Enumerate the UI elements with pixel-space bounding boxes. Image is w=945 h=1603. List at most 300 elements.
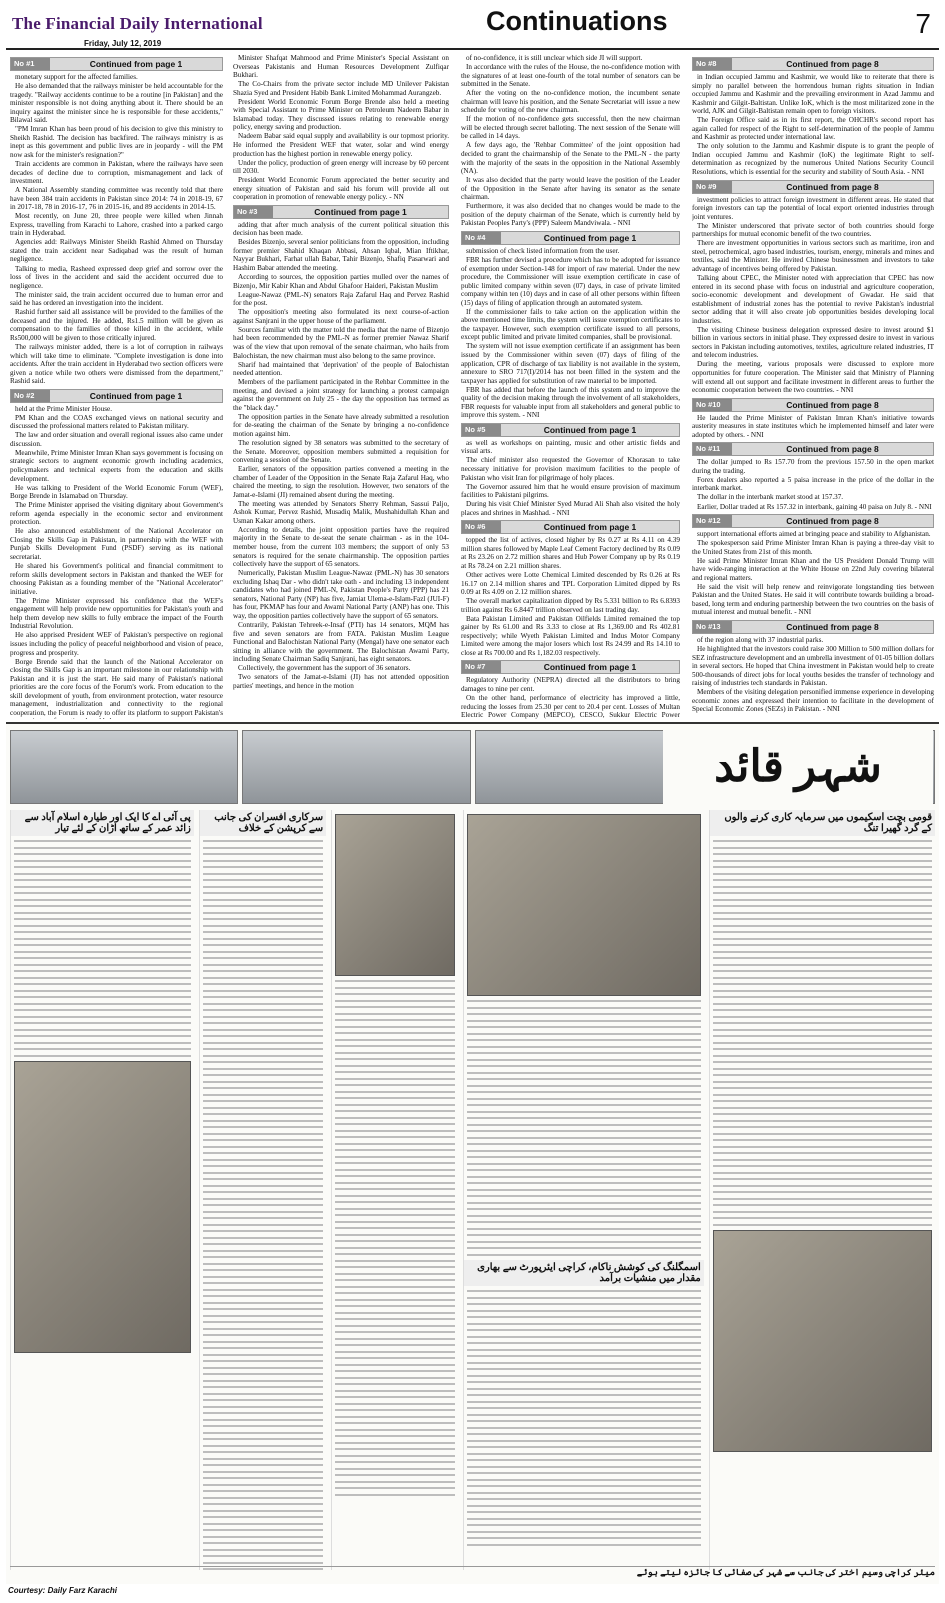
continuation-title: Continued from page 1: [50, 390, 222, 402]
article-paragraph: adding that after much analysis of the current political situation this decision has been made.: [233, 220, 449, 238]
text-line: [467, 1078, 700, 1080]
text-line: [203, 1425, 323, 1427]
urdu-headline: قومی بچت اسکیموں میں سرمایہ کاری کرنے والوں کے گرد گھیرا تنگ: [710, 810, 935, 836]
text-line: [203, 1068, 323, 1070]
text-line: [713, 970, 932, 972]
text-line: [713, 1068, 932, 1070]
text-line: [467, 1247, 700, 1249]
text-line: [203, 1243, 323, 1245]
text-line: [335, 1299, 455, 1301]
text-line: [335, 1253, 455, 1255]
text-line: [203, 977, 323, 979]
text-line: [467, 1323, 700, 1325]
urdu-column: [10, 810, 194, 1570]
text-line: [335, 1026, 455, 1028]
text-line: [335, 1071, 455, 1073]
urdu-column: [199, 810, 326, 1570]
text-line: [203, 1256, 323, 1258]
text-line: [467, 1485, 700, 1487]
text-line: [14, 853, 191, 855]
text-line: [467, 1420, 700, 1422]
article-paragraph: The Prime Minister apprised the visiting dignitary about Government's reform agenda especially in the economic sector and environment protection.: [10, 501, 223, 527]
text-line: [713, 1035, 932, 1037]
text-line: [467, 1000, 700, 1002]
text-line: [335, 1104, 455, 1106]
text-line: [335, 1136, 455, 1138]
text-line: [467, 1039, 700, 1041]
text-line: [467, 1427, 700, 1429]
text-line: [203, 1055, 323, 1057]
text-line: [203, 866, 323, 868]
text-line: [713, 860, 932, 862]
text-line: [467, 1046, 700, 1048]
article-paragraph: Furthermore, it was also decided that no changes would be made to the position of the deputy chairman of the Senate, which is currently held by Pakistan Peoples Party's (PPP) Saleem Mandviwala. - NNI: [461, 202, 680, 228]
text-line: [467, 1195, 700, 1197]
urdu-text-block: [710, 840, 935, 1226]
text-line: [467, 1511, 700, 1513]
text-line: [203, 1198, 323, 1200]
text-line: [14, 1009, 191, 1011]
text-line: [713, 853, 932, 855]
text-line: [203, 938, 323, 940]
text-line: [713, 1100, 932, 1102]
text-line: [467, 1310, 700, 1312]
text-line: [203, 1328, 323, 1330]
text-line: [203, 1048, 323, 1050]
continuation-number: No #8: [693, 58, 732, 70]
article-paragraph: A few days ago, the 'Rehbar Committee' of the joint opposition had decided to grant the chairmanship of the Senate to the PML-N - the party with the majority of the seats in the opposition in the National Assembly (NA).: [461, 141, 680, 176]
text-line: [713, 1211, 932, 1213]
text-line: [467, 1013, 700, 1015]
text-line: [203, 918, 323, 920]
text-line: [203, 1562, 323, 1564]
continuation-title: Continued from page 1: [501, 661, 679, 673]
text-line: [203, 1139, 323, 1141]
text-line: [203, 1419, 323, 1421]
article-paragraph: The Foreign Office said as in its first report, the OHCHR's second report has again called for respect of the Right to self-determination of the people of Jammu and Kashmir as protected under international law.: [692, 116, 934, 142]
text-line: [713, 938, 932, 940]
text-line: [713, 1146, 932, 1148]
text-line: [14, 977, 191, 979]
urdu-column: [709, 810, 935, 1570]
text-line: [335, 1234, 455, 1236]
text-line: [14, 1048, 191, 1050]
text-line: [203, 1555, 323, 1557]
text-line: [203, 1360, 323, 1362]
text-line: [203, 1120, 323, 1122]
text-line: [713, 912, 932, 914]
text-line: [335, 1312, 455, 1314]
article-paragraph: Earlier, senators of the opposition parties convened a meeting in the chamber of Leader of the Opposition in the Senate Raja Zafarul Haq, who chaired the meeting, to sign the resolution. However, two senators of the Jamat-e-Islami (JI) remained absent during the meeting.: [233, 465, 449, 499]
article-paragraph: Sources familiar with the matter told the media that the name of Bizenjo had been recommended by the PML-N as former premier Nawaz Sharif was of the view that upon removal of the senate chairman, who hails from Balochistan, the new chairman must also belong to the same province.: [233, 325, 449, 360]
text-line: [335, 1195, 455, 1197]
text-line: [14, 860, 191, 862]
article-paragraph: support international efforts aimed at bringing peace and stability to Afghanistan.: [697, 530, 931, 539]
text-line: [335, 1416, 455, 1418]
article-paragraph: He was talking to President of the World Economic Forum (WEF), Borge Brende in Islamabad on Thursday.: [10, 483, 223, 501]
article-paragraph: The minister said, the train accident occurred due to human error and said he has ordered an investigation into the incident.: [10, 290, 223, 308]
text-line: [467, 1163, 700, 1165]
article-paragraph: After the voting on the no-confidence motion, the incumbent senate chairman will leave his position, and the Senate Secretariat will issue a new schedule for voting of the new chairman.: [461, 89, 680, 115]
text-line: [467, 1130, 700, 1132]
text-line: [335, 1370, 455, 1372]
text-line: [467, 1381, 700, 1383]
text-line: [335, 1097, 455, 1099]
text-line: [713, 1074, 932, 1076]
text-line: [203, 1178, 323, 1180]
text-line: [203, 1133, 323, 1135]
article-paragraph: Train accidents are common in Pakistan, where the railways have seen decades of decline due to corruption, mismanagement and lack of investment.: [10, 159, 223, 186]
text-line: [203, 1289, 323, 1291]
text-line: [467, 1143, 700, 1145]
article-paragraph: The Governor assured him that he would ensure provision of maximum facilities to Pakistani pilgrims.: [461, 482, 680, 500]
text-line: [713, 866, 932, 868]
news-photo: [467, 814, 700, 996]
text-line: [203, 1217, 323, 1219]
text-line: [203, 1230, 323, 1232]
news-photo: [335, 814, 455, 976]
text-line: [713, 840, 932, 842]
text-line: [467, 1065, 700, 1067]
text-line: [203, 1536, 323, 1538]
text-line: [203, 1146, 323, 1148]
continuation-header: [461, 423, 680, 437]
text-line: [203, 905, 323, 907]
text-line: [335, 1494, 455, 1496]
article-paragraph: Members of the parliament participated in the Rehbar Committee in the meeting, and devised a joint strategy for launching a protest campaign against the government on July 25 - the day the opposition has termed as the "black day.": [233, 378, 449, 412]
text-line: [467, 1026, 700, 1028]
text-line: [203, 1042, 323, 1044]
text-line: [203, 1542, 323, 1544]
article-paragraph: The spokesperson said Prime Minister Imran Khan is paying a three-day visit to the United States from 21st of this month.: [692, 539, 934, 556]
continuation-number: No #4: [462, 232, 501, 244]
page-number: 7: [915, 8, 931, 39]
continuation-title: Continued from page 8: [732, 399, 933, 411]
continuation-header: [692, 514, 934, 528]
article-paragraph: FBR has further devised a procedure which has to be adopted for issuance of exemption under Section-148 for import of raw material. Under the new procedure, the Commissioner will issue exemption certificate in case of public limited company within seven (07) days, in case of private limited company within ten (10) days and in case of all other persons within fifteen (15) days of filing of application through an automated system.: [461, 255, 680, 307]
text-line: [14, 1029, 191, 1031]
text-line: [713, 1126, 932, 1128]
urdu-text-block: [11, 840, 194, 1057]
text-line: [467, 1342, 700, 1344]
text-line: [713, 899, 932, 901]
continuation-number: No #2: [11, 390, 50, 402]
text-line: [335, 1188, 455, 1190]
text-line: [335, 1390, 455, 1392]
text-line: [203, 957, 323, 959]
article-paragraph: Talking to media, Rasheed expressed deep grief and sorrow over the loss of lives in the accident and said the accident occurred due to negligence.: [10, 264, 223, 290]
continuation-title: Continued from page 1: [50, 58, 222, 70]
text-line: [203, 1308, 323, 1310]
text-line: [713, 957, 932, 959]
text-line: [713, 1198, 932, 1200]
text-line: [335, 1442, 455, 1444]
text-line: [203, 1276, 323, 1278]
text-line: [203, 1263, 323, 1265]
article-paragraph: Collectively, the government has the support of 36 senators.: [238, 664, 411, 673]
article-paragraph: The opposition's meeting also formulated its next course-of-action against Sanjrani in the upper house of the parliament.: [233, 308, 449, 325]
article-paragraph: The Prime Minister expressed his confidence that the WEF's engagement will help provide new opportunities for Pakistan's youth and help them develop new skills to fully embrace the impact of the Fourth Industrial Revolution.: [10, 596, 223, 631]
text-line: [713, 892, 932, 894]
text-line: [203, 1393, 323, 1395]
text-line: [203, 1503, 323, 1505]
text-line: [467, 1388, 700, 1390]
text-line: [467, 1111, 700, 1113]
text-line: [14, 1042, 191, 1044]
text-line: [203, 1451, 323, 1453]
text-line: [467, 1459, 700, 1461]
continuation-header: [692, 57, 934, 71]
text-line: [467, 1479, 700, 1481]
continuation-title: Continued from page 8: [732, 58, 933, 70]
text-line: [467, 1349, 700, 1351]
text-line: [203, 1523, 323, 1525]
text-line: [467, 1531, 700, 1533]
text-line: [335, 980, 455, 982]
article-paragraph: Regulatory Authority (NEPRA) directed all the distributors to bring damages to nine per cent.: [461, 676, 680, 693]
urdu-column: [331, 810, 458, 1570]
text-line: [335, 1240, 455, 1242]
text-line: [335, 1149, 455, 1151]
text-line: [467, 1117, 700, 1119]
article-paragraph: Forex dealers also reported a 5 paisa increase in the price of the dollar in the interbank market.: [692, 475, 934, 493]
text-line: [713, 1113, 932, 1115]
text-line: [203, 1165, 323, 1167]
continuation-title: Continued from page 1: [501, 232, 679, 244]
text-line: [14, 892, 191, 894]
text-line: [713, 1204, 932, 1206]
text-line: [203, 1497, 323, 1499]
text-line: [203, 1022, 323, 1024]
urdu-text-block: [464, 1000, 703, 1256]
text-line: [713, 1165, 932, 1167]
continuation-header: [461, 520, 680, 534]
article-paragraph: The visiting Chinese business delegation expressed desire to invest around $1 billion in various sectors in initial phase. They expressed desire to invest in various sectors in Pakistan including automotives, textiles, agriculture related industries, IT and telecom industries.: [692, 325, 934, 360]
text-line: [203, 1009, 323, 1011]
text-line: [335, 1182, 455, 1184]
text-line: [203, 899, 323, 901]
text-line: [467, 1329, 700, 1331]
news-photo: [14, 1061, 191, 1353]
text-line: [713, 1029, 932, 1031]
text-line: [335, 1377, 455, 1379]
continuation-number: No #1: [11, 58, 50, 70]
masthead: [6, 4, 939, 50]
continuation-number: No #3: [234, 206, 273, 218]
article-paragraph: Agencies add: Railways Minister Sheikh Rashid Ahmed on Thursday stated the train accident near Sadiqabad was the result of human negligence.: [10, 238, 223, 264]
article-paragraph: as well as workshops on painting, music and other artistic fields and visual arts.: [461, 438, 680, 456]
text-line: [14, 983, 191, 985]
text-line: [335, 1091, 455, 1093]
text-line: [335, 1169, 455, 1171]
text-line: [467, 1433, 700, 1435]
article-paragraph: Meanwhile, Prime Minister Imran Khan says government is focusing on strategic sectors to augment economic growth including academics, policymakers and technical experts from the education and skills development.: [10, 448, 223, 483]
text-line: [335, 1364, 455, 1366]
article-paragraph: The opposition parties in the Senate have already submitted a resolution for de-seating the chairman of the Senate by bringing a no-confidence motion against him.: [233, 412, 449, 438]
text-line: [467, 1375, 700, 1377]
text-line: [203, 1224, 323, 1226]
text-line: [335, 1396, 455, 1398]
text-line: [467, 1059, 700, 1061]
continuation-number: No #12: [693, 515, 732, 527]
text-line: [14, 1016, 191, 1018]
text-line: [335, 1065, 455, 1067]
text-line: [203, 1380, 323, 1382]
article-paragraph: If the motion of no-confidence gets successful, then the new chairman will be elected through secret balloting. The next session of the Senate will be called in 14 days.: [461, 115, 680, 141]
text-line: [335, 1273, 455, 1275]
text-line: [203, 1302, 323, 1304]
continuation-title: Continued from page 8: [732, 621, 933, 633]
article-paragraph: He said the visit will help renew and reinvigorate longstanding ties between Pakistan and the United States. He said it will contribute towards building a broad-based, long term and enduring partnership between the two countries on the basis of mutual interest and mutual benefit. - NNI: [692, 582, 934, 617]
text-line: [203, 1126, 323, 1128]
text-line: [713, 1172, 932, 1174]
urdu-column: [463, 810, 703, 1570]
text-line: [14, 996, 191, 998]
text-line: [713, 918, 932, 920]
text-line: [713, 983, 932, 985]
text-line: [203, 996, 323, 998]
text-line: [14, 879, 191, 881]
text-line: [335, 1117, 455, 1119]
text-line: [713, 905, 932, 907]
text-line: [203, 879, 323, 881]
text-line: [203, 990, 323, 992]
text-line: [335, 1084, 455, 1086]
text-line: [203, 1029, 323, 1031]
article-paragraph: The only solution to the Jammu and Kashmir dispute is to grant the people of Indian occupied Jammu and Kashmir (IoK) the legitimate Right to self-determination as recognized by the numerous United Nations Security Council Resolutions, which is essential for the security and stability of South Asia. - NNI: [692, 142, 934, 177]
text-line: [335, 1344, 455, 1346]
text-line: [467, 1446, 700, 1448]
text-line: [335, 1052, 455, 1054]
text-line: [713, 925, 932, 927]
article-paragraph: Rashid further said all assistance will be provided to the families of the deceased and the injured. He added, Rs1.5 million will be given as compensation to the families of those killed in the accident, while Rs500,000 will be given to those critically injured.: [10, 308, 223, 342]
text-line: [203, 912, 323, 914]
text-line: [203, 1172, 323, 1174]
continuation-header: [692, 180, 934, 194]
text-column-3: [461, 54, 680, 719]
text-line: [335, 1162, 455, 1164]
text-line: [713, 1003, 932, 1005]
text-line: [713, 1159, 932, 1161]
text-line: [14, 931, 191, 933]
text-line: [467, 1537, 700, 1539]
article-paragraph: On the other hand, performance of electricity has improved a little, reducing the losses from 25.30 per cent to 20.4 per cent. Losses of Multan Electric Power Company (MEPCO), CESCO, Sukkur Electric Power: [461, 694, 680, 719]
publication-name: The Financial Daily International: [12, 14, 263, 33]
text-line: [203, 1282, 323, 1284]
text-line: [713, 1107, 932, 1109]
text-line: [335, 1156, 455, 1158]
article-paragraph: Earlier, Dollar traded at Rs 157.32 in interbank, gaining 40 paisa on July 8. - NNI: [697, 502, 932, 511]
text-line: [14, 951, 191, 953]
text-line: [467, 1297, 700, 1299]
article-paragraph: He also apprised President WEF of Pakistan's perspective on regional issues including the policy of peaceful neighborhood and vision of peace, progress and prosperity.: [10, 631, 223, 657]
article-paragraph: He lauded the Prime Minister of Pakistan Imran Khan's initiative towards austerity measures in state institutes which he implemented himself and later were adopted by others. - NNI: [692, 413, 934, 439]
text-line: [335, 1435, 455, 1437]
text-line: [467, 1303, 700, 1305]
text-line: [203, 1471, 323, 1473]
continuation-number: No #10: [693, 399, 732, 411]
text-column-2: [233, 54, 449, 719]
article-paragraph: The dollar in the interbank market stood at 157.37.: [697, 493, 844, 502]
article-paragraph: submission of check listed information from the user.: [466, 246, 620, 255]
article-paragraph: monetary support for the affected families.: [15, 73, 138, 81]
text-line: [467, 1176, 700, 1178]
text-line: [203, 1529, 323, 1531]
urdu-headline: سرکاری افسران کی جانب سے کرپشن کے خلاف: [200, 810, 326, 836]
text-line: [203, 1490, 323, 1492]
article-paragraph: Members of the visiting delegation personified immense experience in developing economic zones and expressed their intention to facilitate in the development of Special Economic Zones (SEZs) in Pakistan. - NNI: [692, 688, 934, 714]
text-line: [335, 1409, 455, 1411]
text-line: [203, 1354, 323, 1356]
text-line: [335, 1468, 455, 1470]
text-column-4: [692, 54, 934, 719]
text-line: [713, 847, 932, 849]
text-line: [203, 886, 323, 888]
text-line: [467, 1215, 700, 1217]
text-line: [467, 1156, 700, 1158]
text-line: [467, 1033, 700, 1035]
text-line: [713, 1016, 932, 1018]
article-paragraph: held at the Prime Minister House.: [15, 404, 113, 413]
text-line: [335, 1266, 455, 1268]
text-line: [14, 990, 191, 992]
article-paragraph: investment policies to attract foreign investment in different areas. He stated that foreign investors can tap the potential of local export oriented industries through joint ventures.: [692, 195, 934, 221]
text-line: [14, 970, 191, 972]
text-line: [14, 1022, 191, 1024]
text-line: [14, 1035, 191, 1037]
text-line: [467, 1440, 700, 1442]
text-line: [335, 1039, 455, 1041]
text-line: [203, 1237, 323, 1239]
continuation-number: No #5: [462, 424, 501, 436]
text-line: [203, 944, 323, 946]
text-line: [713, 996, 932, 998]
text-line: [335, 1058, 455, 1060]
article-paragraph: In accordance with the rules of the House, the no-confidence motion with the signatures of at least one-fourth of the total number of senators can be submitted in the Senate.: [461, 63, 680, 89]
text-line: [335, 1221, 455, 1223]
text-line: [713, 886, 932, 888]
continuation-header: [692, 620, 934, 634]
text-line: [203, 1016, 323, 1018]
text-line: [203, 964, 323, 966]
text-line: [335, 1455, 455, 1457]
urdu-columns: [10, 810, 935, 1570]
text-line: [713, 964, 932, 966]
text-line: [335, 1078, 455, 1080]
article-paragraph: If the commissioner fails to take action on the application within the above mentioned time limits, the system will issue exemption certificates to the taxpayer. However, such exemption certificate issued to all persons, except public limited and private limited companies, shall be provisional.: [461, 307, 680, 342]
text-line: [467, 1368, 700, 1370]
text-line: [203, 1295, 323, 1297]
text-line: [14, 938, 191, 940]
text-line: [203, 892, 323, 894]
text-line: [203, 1152, 323, 1154]
text-line: [203, 847, 323, 849]
text-line: [203, 983, 323, 985]
text-line: [713, 1087, 932, 1089]
article-paragraph: Sharif had maintained that 'deprivation' of the people of Balochistan needed attention.: [233, 360, 449, 378]
text-line: [203, 1445, 323, 1447]
text-line: [335, 1383, 455, 1385]
article-paragraph: in Indian occupied Jammu and Kashmir, we would like to reiterate that there is simply no parallel between the horrendous human rights situation in Indian occupied Jammu and Kashmir and the prevailing environment in Azad Jammu and Kashmir and Gilgit-Baltistan. Unlike IoK, which is the most militarized zone in the world, AJK and Gilgit-Baltistan remain open to foreign visitors.: [692, 73, 934, 116]
text-line: [335, 1032, 455, 1034]
text-line: [467, 1518, 700, 1520]
text-line: [467, 1104, 700, 1106]
text-line: [203, 1399, 323, 1401]
article-paragraph: Contrarily, Pakistan Tehreek-e-Insaf (PTI) has 14 senators, MQM has five and seven senators are from FATA. Pakistan Muslim League Functional and Balochistan National Party (Mengal) have one senator each sitting in alliance with the government. The Balochistan Awami Party, including Senate Chairman Sadiq Sanjrani, has eight senators.: [233, 620, 449, 664]
urdu-headline: پی آئی اے کا ایک اور طیارہ اسلام آباد سے زائد عمر کے ساتھ اڑان کے لئے تیار: [11, 810, 194, 836]
text-line: [203, 1412, 323, 1414]
text-line: [335, 1110, 455, 1112]
